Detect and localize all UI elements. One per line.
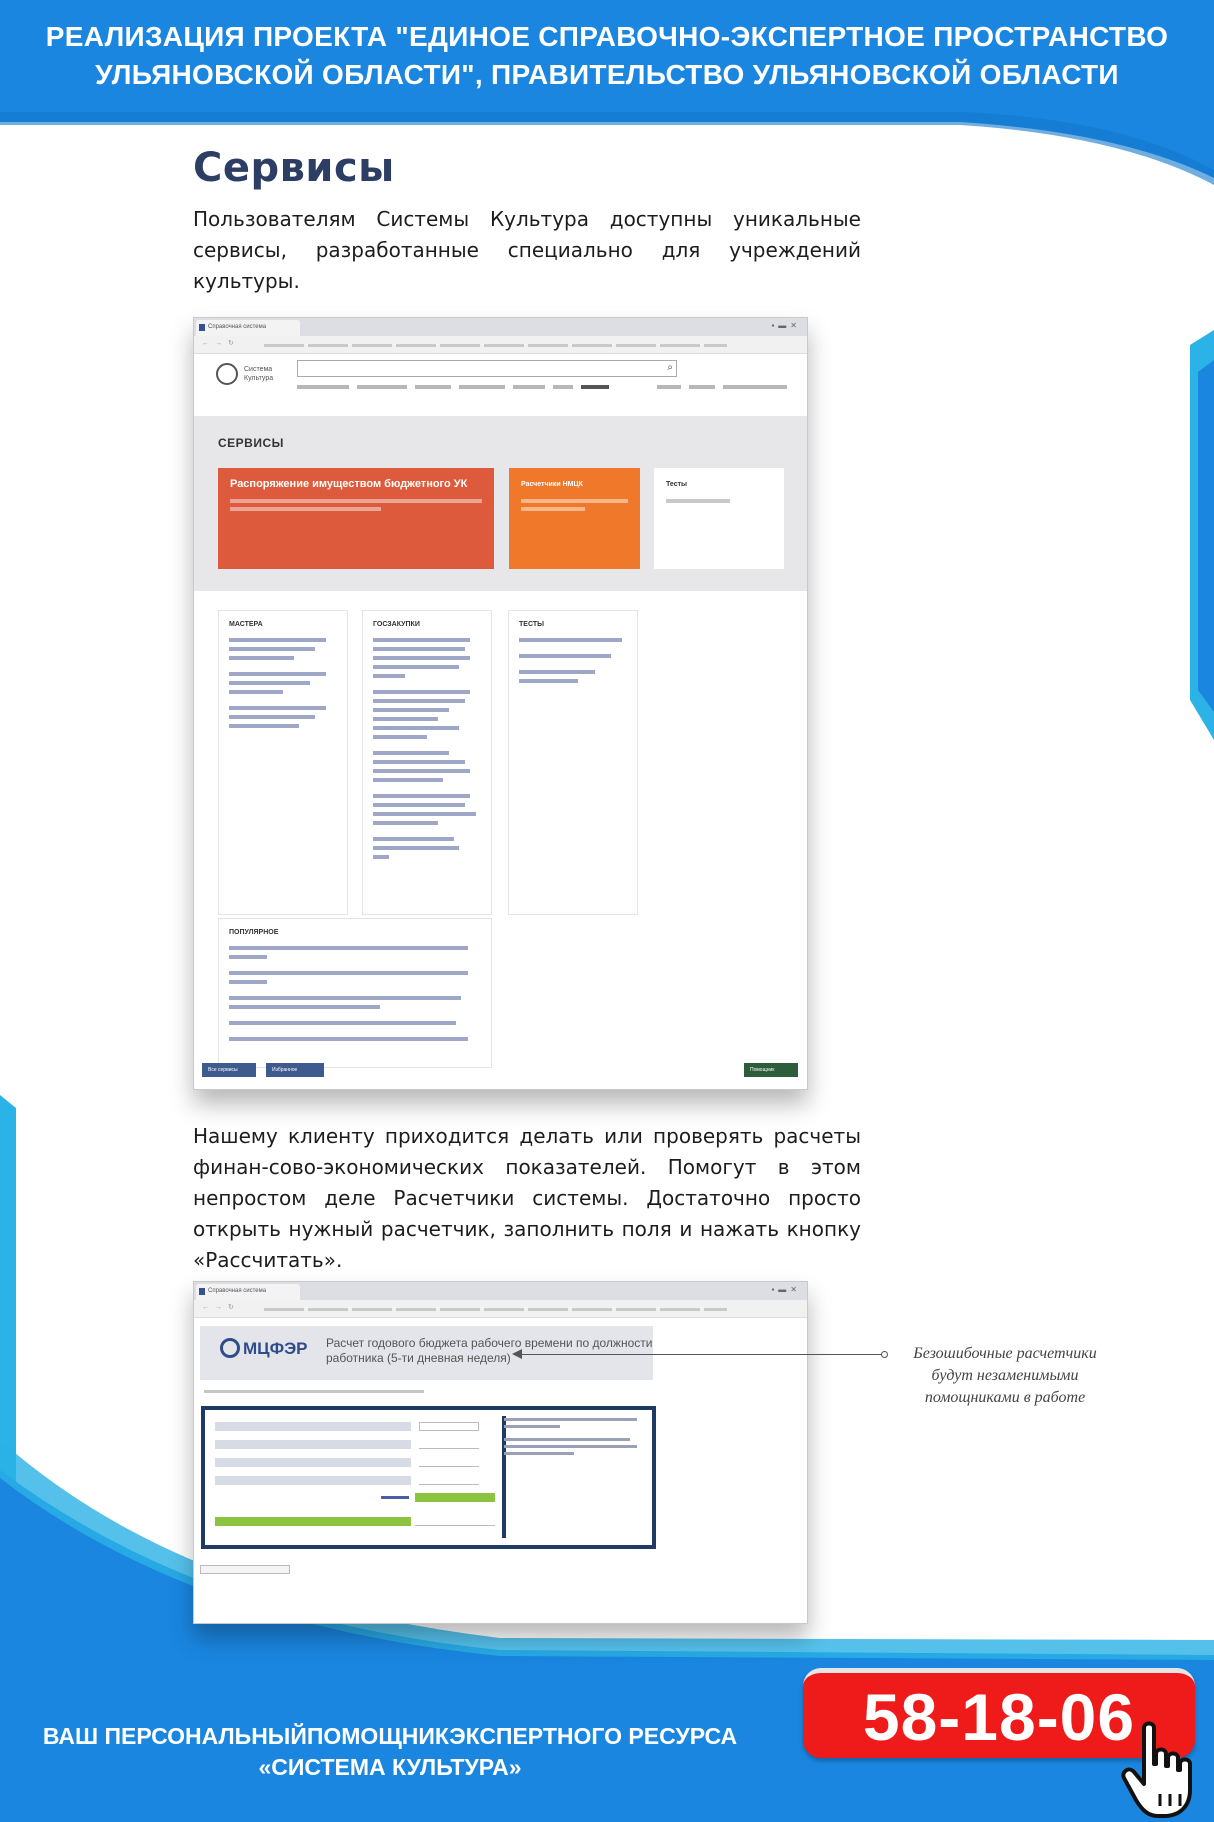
field-label	[215, 1440, 411, 1449]
site-header	[194, 354, 807, 398]
card-subtitle	[521, 507, 585, 511]
browser-tab-label: Справочная система	[208, 1288, 267, 1294]
field-label	[215, 1422, 411, 1431]
calculator-screenshot	[193, 1281, 808, 1624]
calculator-title-line1: Расчет годового бюджета рабочего времени по должности	[326, 1336, 653, 1350]
calculator-form	[201, 1406, 656, 1549]
annotation-line2: будут незаменимыми	[931, 1367, 1079, 1384]
calculator-subtitle	[204, 1390, 424, 1393]
browser-tab-label: Справочная система	[208, 324, 267, 330]
field-row	[215, 1422, 500, 1431]
card-subtitle	[521, 499, 628, 503]
helper-button: Помощник	[744, 1063, 798, 1077]
footer-text	[0, 1721, 780, 1783]
menu-item-active	[581, 385, 609, 389]
field-row	[215, 1440, 500, 1449]
phone-number: 58-18-06	[862, 1680, 1136, 1754]
clear-link	[381, 1496, 409, 1499]
calculator-title-line2: работника (5-ти дневная неделя)	[326, 1351, 511, 1365]
menu-item	[689, 385, 715, 389]
browser-tabbar	[194, 318, 807, 336]
footer-line2: «СИСТЕМА КУЛЬТУРА»	[258, 1754, 522, 1780]
calculator-header	[200, 1326, 653, 1380]
site-logo-icon	[216, 363, 238, 385]
address-bar	[194, 336, 807, 354]
body-paragraph: Нашему клиенту приходится делать или проверять расчеты финан-сово-экономических показателей. Помогут в этом непростом деле Расчетчики системы. Достаточно просто открыть нужный расчетчик, заполнить поля и нажать кнопку «Рассчитать».	[193, 1124, 861, 1272]
menu-item	[513, 385, 545, 389]
mcfer-logo	[220, 1338, 308, 1359]
header-title	[0, 18, 1214, 94]
logo-line2: Культура	[244, 375, 274, 382]
column-heading: МАСТЕРА	[229, 621, 263, 628]
section-title: Сервисы	[193, 145, 395, 191]
card-orange-title: Расчетчики НМЦК	[521, 481, 583, 488]
menu-item	[297, 385, 349, 389]
services-screenshot	[193, 317, 808, 1090]
annotation-text	[895, 1343, 1115, 1409]
menu-item	[357, 385, 407, 389]
site-menu	[297, 385, 799, 393]
nav-arrows-icon: ←→↻	[202, 1304, 240, 1311]
menu-item	[657, 385, 681, 389]
window-controls-icon: ▪▬✕	[771, 321, 801, 330]
mcfer-logo-icon	[220, 1338, 240, 1358]
search-field	[297, 360, 677, 377]
favorites-button: Избранное	[266, 1063, 324, 1077]
field-input	[419, 1476, 479, 1485]
field-input	[419, 1440, 479, 1449]
browser-tab	[196, 320, 300, 336]
header-title-line1: РЕАЛИЗАЦИЯ ПРОЕКТА "ЕДИНОЕ СПРАВОЧНО-ЭКСПЕРТНОЕ ПРОСТРАНСТВО	[45, 21, 1169, 52]
logo-line1: Система	[244, 366, 273, 373]
column-heading: ТЕСТЫ	[519, 621, 544, 628]
back-button	[200, 1565, 290, 1574]
column-heading: ПОПУЛЯРНОЕ	[229, 929, 279, 936]
nav-arrows-icon: ←→↻	[202, 340, 240, 347]
calculator-fields	[211, 1416, 506, 1538]
menu-item	[415, 385, 451, 389]
result-bar	[215, 1517, 411, 1526]
card-red-title: Распоряжение имуществом бюджетного УК	[230, 478, 468, 490]
column-tests	[508, 610, 638, 915]
service-card-calculators	[509, 468, 640, 569]
annotation-line1: Безошибочные расчетчики	[913, 1345, 1097, 1362]
field-input	[419, 1422, 479, 1431]
menu-item	[723, 385, 787, 389]
all-services-button: Все сервисы	[202, 1063, 256, 1077]
footer-line1: ВАШ ПЕРСОНАЛЬНЫЙПОМОЩНИКЭКСПЕРТНОГО РЕСУРСА	[42, 1723, 738, 1749]
calculator-title	[326, 1336, 652, 1366]
card-subtitle	[666, 499, 730, 503]
annotation-line3: помощниками в работе	[924, 1389, 1086, 1406]
column-heading: ГОСЗАКУПКИ	[373, 621, 420, 628]
card-subtitle	[230, 499, 482, 503]
field-row	[215, 1458, 500, 1467]
field-row	[215, 1476, 500, 1485]
annotation-dot	[881, 1351, 888, 1358]
url-placeholder	[264, 1308, 727, 1311]
services-heading: СЕРВИСЫ	[218, 436, 284, 450]
field-label	[215, 1458, 411, 1467]
favicon-icon	[199, 1288, 205, 1295]
field-input	[419, 1458, 479, 1467]
menu-item	[459, 385, 505, 389]
services-banner	[194, 416, 807, 591]
window-controls-icon: ▪▬✕	[771, 1285, 801, 1294]
favicon-icon	[199, 324, 205, 331]
card-subtitle	[230, 507, 381, 511]
site-logo-text	[244, 365, 273, 383]
column-popular	[218, 918, 492, 1068]
address-bar	[194, 1300, 807, 1318]
mcfer-logo-text: МЦФЭР	[243, 1339, 308, 1358]
service-card-tests	[654, 468, 784, 569]
calculate-button	[415, 1493, 495, 1502]
annotation-line	[518, 1354, 886, 1355]
column-procurement	[362, 610, 492, 915]
service-card-property	[218, 468, 494, 569]
search-icon: ⌕	[667, 362, 673, 373]
menu-item	[553, 385, 573, 389]
hand-pointer-icon	[1120, 1720, 1200, 1820]
intro-paragraph: Пользователям Системы Культура доступны уникальные сервисы, разработанные специально для учреждений культуры.	[193, 207, 861, 293]
header-title-line2: УЛЬЯНОВСКОЙ ОБЛАСТИ", ПРАВИТЕЛЬСТВО УЛЬЯНОВСКОЙ ОБЛАСТИ	[95, 59, 1119, 90]
browser-tab	[196, 1284, 300, 1300]
field-label	[215, 1476, 411, 1485]
browser-tabbar	[194, 1282, 807, 1300]
url-placeholder	[264, 344, 727, 347]
result-field	[415, 1517, 495, 1526]
card-white-title: Тесты	[666, 481, 688, 488]
column-masters	[218, 610, 348, 915]
calculator-notes	[504, 1418, 644, 1459]
